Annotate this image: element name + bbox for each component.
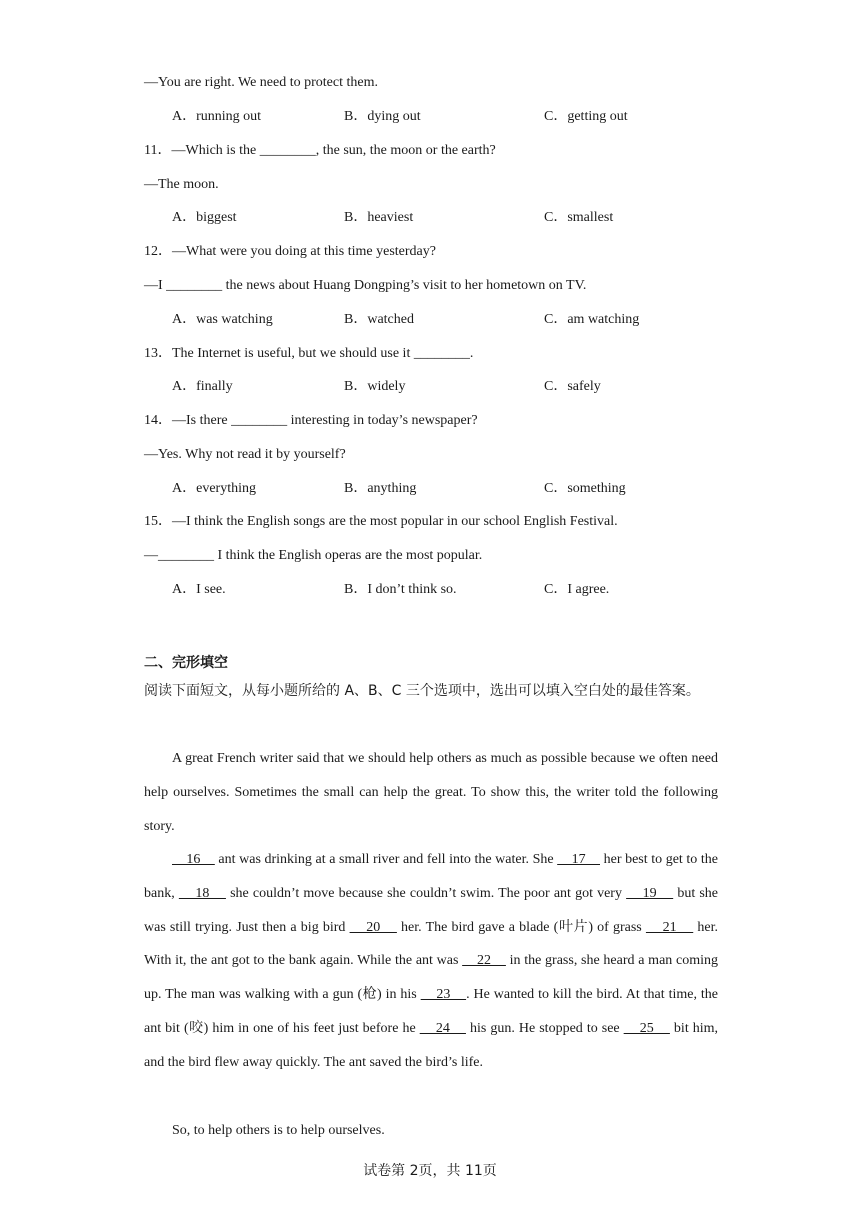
answer-blank: 22 bbox=[462, 953, 506, 969]
q15-stem: 15．—I think the English songs are the most popular in our school English Festival. bbox=[144, 514, 618, 529]
answer-blank: 19 bbox=[626, 885, 674, 901]
passage-text: his gun. He stopped to see bbox=[465, 1020, 624, 1036]
q13-options bbox=[172, 377, 732, 397]
q12-option-b: B．watched bbox=[344, 312, 414, 327]
answer-blank: 25 bbox=[623, 1020, 670, 1036]
section-instruction: 阅读下面短文，从每小题所给的 A、B、C 三个选项中，选出可以填入空白处的最佳答案。 bbox=[144, 683, 700, 699]
q12-stem: 12．—What were you doing at this time yesterday? bbox=[144, 244, 436, 259]
q10-option-c: C．getting out bbox=[544, 109, 628, 124]
q10-response: —You are right. We need to protect them. bbox=[144, 75, 378, 90]
q11-option-b: B．heaviest bbox=[344, 210, 414, 225]
q11-option-a: A．biggest bbox=[172, 210, 237, 225]
q15-options bbox=[172, 580, 732, 600]
q15-option-b: B．I don’t think so. bbox=[344, 582, 457, 597]
answer-blank: 24 bbox=[419, 1020, 466, 1036]
passage-paragraph-3: So, to help others is to help ourselves. bbox=[172, 1123, 385, 1138]
q14-options bbox=[172, 479, 732, 499]
answer-blank: 17 bbox=[557, 852, 600, 867]
section-heading: 二、完形填空 bbox=[144, 655, 228, 671]
page-footer: 试卷第 2页，共 11页 bbox=[363, 1163, 497, 1179]
passage-text: but she was still trying. Just then a big bird bbox=[144, 885, 719, 935]
passage-paragraph-1: A great French writer said that we should help others as much as possible because we often need help ourselves. Sometimes the small can help the great. To show this, the writer told the following story. bbox=[144, 751, 718, 834]
q13-stem: 13．The Internet is useful, but we should use it ________. bbox=[144, 346, 474, 361]
passage-text: bit him, and the bird flew away quickly. The ant saved the bird’s life. bbox=[144, 1020, 719, 1070]
q14-option-a: A．everything bbox=[172, 481, 256, 496]
q12-options bbox=[172, 310, 732, 330]
q13-option-a: A．finally bbox=[172, 379, 233, 394]
passage-text: her. With it, the ant got to the bank again. While the ant was bbox=[144, 919, 719, 969]
q12-response: —I ________ the news about Huang Dongping’s visit to her hometown on TV. bbox=[144, 278, 587, 293]
passage-text: ant was drinking at a small river and fell into the water. She bbox=[214, 852, 558, 867]
answer-blank: 18 bbox=[178, 885, 226, 901]
passage-text: her best to get to the bank, bbox=[144, 852, 719, 901]
passage-paragraph-2 bbox=[144, 843, 718, 1080]
passage-text: . He wanted to kill the bird. At that time, the ant bit (咬) him in one of his feet just before he bbox=[144, 987, 718, 1036]
q11-options bbox=[172, 208, 732, 228]
q15-option-a: A．I see. bbox=[172, 582, 226, 597]
q15-response: —________ I think the English operas are the most popular. bbox=[144, 548, 483, 563]
answer-blank: 16 bbox=[172, 852, 215, 867]
passage-text: her. The bird gave a blade (叶片) of grass bbox=[396, 919, 646, 935]
q10-option-b: B．dying out bbox=[344, 109, 421, 124]
q10-options bbox=[172, 107, 732, 127]
passage-text: in the grass, she heard a man coming up. The man was walking with a gun (枪) in his bbox=[144, 953, 718, 1003]
q14-response: —Yes. Why not read it by yourself? bbox=[144, 447, 346, 462]
answer-blank: 23 bbox=[420, 987, 467, 1003]
q15-option-c: C．I agree. bbox=[544, 582, 610, 597]
q11-stem: 11．—Which is the ________, the sun, the moon or the earth? bbox=[144, 143, 496, 158]
q13-option-b: B．widely bbox=[344, 379, 406, 394]
q14-option-c: C．something bbox=[544, 481, 626, 496]
answer-blank: 20 bbox=[349, 919, 397, 935]
q12-option-c: C．am watching bbox=[544, 312, 640, 327]
q13-option-c: C．safely bbox=[544, 379, 601, 394]
q12-option-a: A．was watching bbox=[172, 312, 273, 327]
q11-response: —The moon. bbox=[144, 177, 219, 192]
q11-option-c: C．smallest bbox=[544, 210, 614, 225]
passage-text: she couldn’t move because she couldn’t swim. The poor ant got very bbox=[225, 885, 627, 901]
q14-stem: 14．—Is there ________ interesting in today’s newspaper? bbox=[144, 413, 478, 428]
q14-option-b: B．anything bbox=[344, 481, 417, 496]
answer-blank: 21 bbox=[645, 919, 694, 935]
q10-option-a: A．running out bbox=[172, 109, 262, 124]
